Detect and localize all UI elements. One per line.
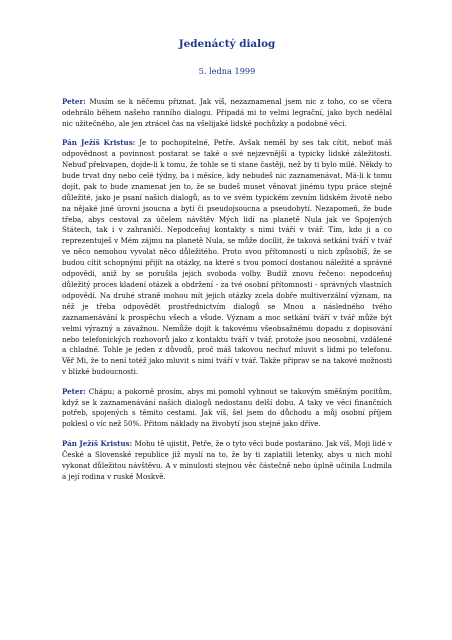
paragraph (62, 439, 392, 483)
paragraph (62, 387, 392, 431)
document-date: 5. ledna 1999 (198, 66, 256, 76)
paragraph-text: Je to pochopitelné, Petře. Avšak neměl by ses tak cítit, neboť máš odpovědnost a povinnost postarat se také o své nejzevnější a typicky lidské záležitosti. Nebuď překvapen, dojde-li k tomu, že tohle se ti stane častěji, než by ti bylo milé. Někdy to bude trvat dny nebo celé týdny, ba i měsíce, kdy nebudeš nic zaznamenávat. Má-li k tomu dojít, pak to bude znamenat jen to, že se budeš muset věnovat jinému typu práce stejně důležité, jako je psaní našich dialogů, as to ve svém typickém zevním lidském životě nebo na nějaké jiné úrovni jsoucna a bytí či pseudojsoucna a pseudobytí. Nezapomeň, že bude třeba, abys cestoval za účelem návštěv Mých lidí na planetě Nula jak ve Spojených Státech, tak i v zahraničí. Nepodceňuj kontakty s nimi tváří v tvář. Tím, kdo ji a co reprezentuješ v Mém zájmu na planetě Nula, se může docílit, že taková setkání tváří v tvář ve něco nemohou vyvolat něco důležitého. Proto svou přítomností u nich způsobíš, že se budou cítit schopnými přijít na otázky, na které s tvou pomocí dostanou náležité a správné odpovědi, aniž by se porušila jejich svoboda volby. Budiž znovu řečeno: nepodceňuj důležitý proces kladení otázek a obdržení - za tvé osobní přítomnosti - správných vlastních odpovědí. Na druhé straně mohou mít jejich otázky zcela dobře multiverzální význam, na něž je třeba odpovědět prostřednictvím dialogů se Mnou a následného tvého zaznamenávání k prospěchu všech a všude. Význam a moc setkání tváří v tvář může být velmi výrazný a závažnou. Nemůže dojít k takovému všeobsažnému dopadu z dopisování nebo telefonických rozhovorů jako z kontaktu tváří v tvář, protože jsou neosobní, vzdálené a chladné. Tohle je jeden z důvodů, proč máš takovou nechuť mluvit s lidmi po telefonu. Věř Mi, že to není totéž jako mluvit s nimi tváří v tvář. Takže připrav se na takové možnosti v blízké budoucnosti. (62, 138, 392, 377)
paragraph (62, 138, 392, 378)
speaker-label: Pán Ježíš Kristus: (62, 138, 136, 148)
document-title: Jedenáctý dialog (178, 38, 276, 50)
paragraph (62, 97, 392, 130)
paragraph-text: Mohu tě ujistit, Petře, že o tyto věci bude postaráno. Jak víš, Moji lidé v České a Slovenské republice již myslí na to, že by ti zaplatili letenky, abys u nich mohl vykonat důležitou návštěvu. A v minulosti stejnou věc částečně nebo úplně učinila Ludmila a její rodina v ruské Moskvě. (62, 438, 392, 481)
paragraph-text: Musím se k něčemu přiznat. Jak víš, nezaznamenal jsem nic z toho, co se včera odehrálo během našeho ranního dialogu. Připadá mi to velmi legrační, jako bych nedělal nic užitečného, ale jen ztrácel čas na všelijaké lidské pochůzky a podobné věci. (62, 97, 392, 128)
speaker-label: Peter: (62, 97, 86, 106)
speaker-label: Peter: (62, 386, 86, 396)
paragraph-text: Chápu; a pokorně prosím, abys mi pomohl vyhnout se takovým směšným pocitům, když se k zaznamenávání našich dialogů nedostanu delší dobu. A taky ve věci finančních potřeb, spojených s těmito cestami. Jak víš, šel jsem do důchodu a můj osobní příjem poklesl o víc než 50%. Přitom náklady na živobytí jsou stejné jako dříve. (62, 386, 392, 429)
speaker-label: Pán Ježíš Kristus: (62, 438, 133, 448)
